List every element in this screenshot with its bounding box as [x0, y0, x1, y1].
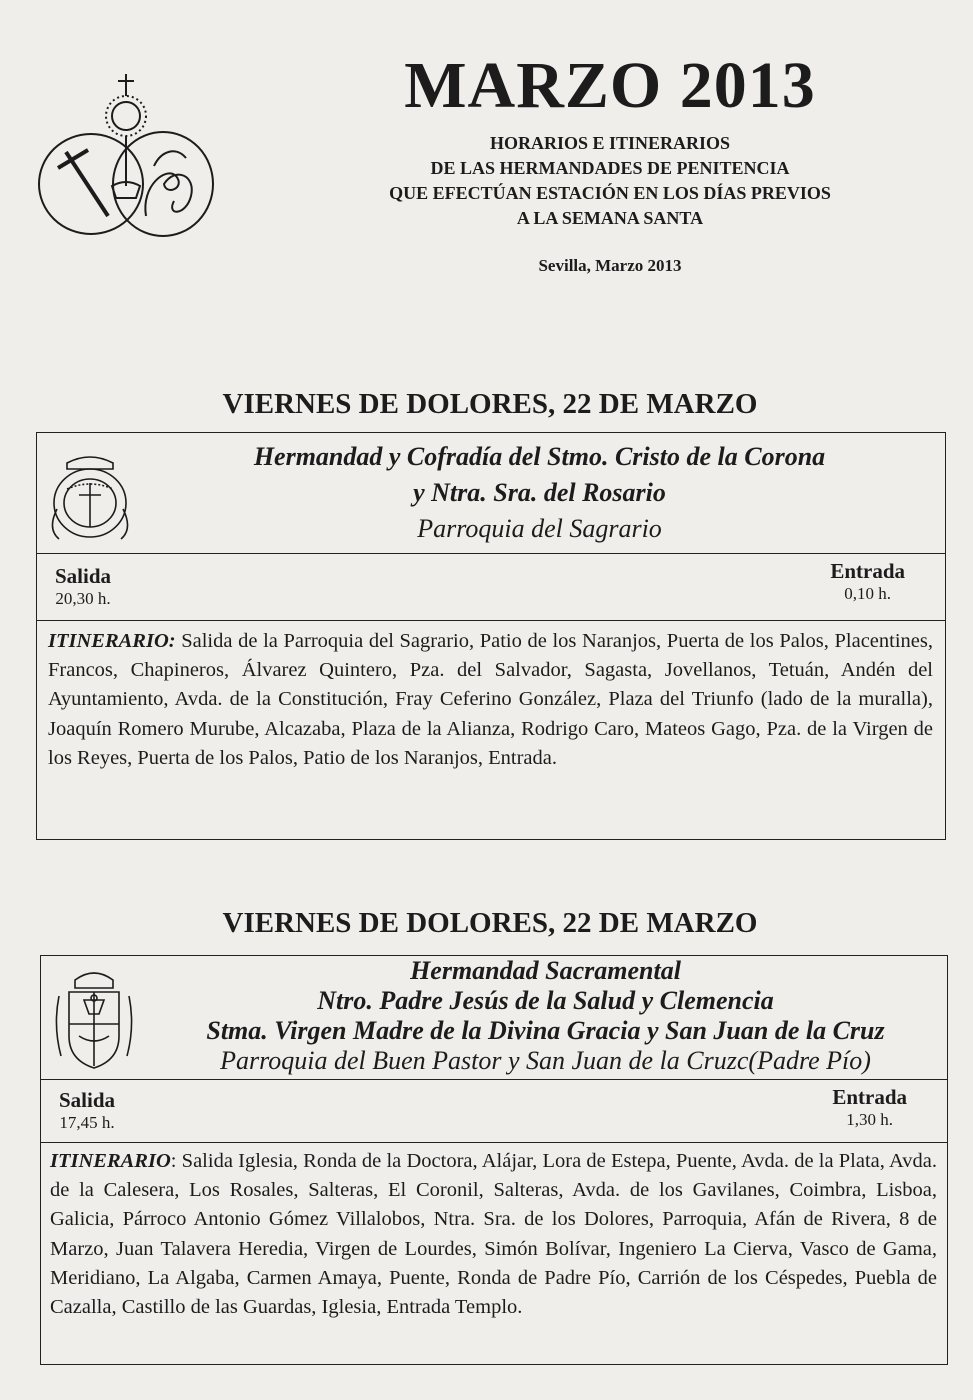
- salida-label: Salida: [59, 1088, 116, 1112]
- brotherhood-name-line: Hermandad y Cofradía del Stmo. Cristo de la Corona: [253, 442, 826, 471]
- entrada-label: Entrada: [832, 1085, 907, 1109]
- entrada-block: [830, 559, 905, 604]
- subtitle-line: DE LAS HERMANDADES DE PENITENCIA: [430, 158, 790, 178]
- day-heading: VIERNES DE DOLORES, 22 DE MARZO: [222, 388, 758, 420]
- brotherhood-name-line: y Ntra. Sra. del Rosario: [413, 478, 666, 507]
- entrada-block: [832, 1085, 907, 1130]
- subtitle-line: A LA SEMANA SANTA: [516, 208, 704, 228]
- itinerary-route: : Salida Iglesia, Ronda de la Doctora, Alájar, Lora de Estepa, Puente, Avda. de la Plata, Avda. de la Calesera, Los Rosales, Salteras, El Coronil, Salteras, Avda. de los Gavilanes, Coimbra, Lisboa, Galicia, Párroco Antonio Gómez Villalobos, Ntra. Sra. de los Dolores, Parroquia, Afán de Rivera, 8 de Marzo, Juan Talavera Heredia, Virgen de Lourdes, Simón Bolívar, Ingeniero La Cierva, Vasco de Gama, Meridiano, La Algaba, Carmen Amaya, Puente, Ronda de Padre Pío, Carrión de los Céspedes, Puebla de Cazalla, Castillo de las Guardas, Iglesia, Entrada Templo.: [50, 1150, 937, 1319]
- brotherhood-church: Parroquia del Buen Pastor y San Juan de la Cruzc(Padre Pío): [220, 1046, 871, 1075]
- itinerary-label: ITINERARIO:: [48, 630, 176, 652]
- salida-block: [59, 1088, 115, 1133]
- page-title: MARZO 2013: [404, 49, 816, 122]
- itinerary-text: [41, 1143, 947, 1322]
- itinerary-route: Salida de la Parroquia del Sagrario, Patio de los Naranjos, Puerta de los Palos, Placentines, Francos, Chapineros, Álvarez Quintero, Pza. del Salvador, Sagasta, Jovellanos, Tetuán, Andén del Ayuntamiento, Avda. de la Constitución, Fray Ceferino González, Plaza del Triunfo (lado de la muralla), Joaquín Romero Murube, Alcazaba, Plaza de la Alianza, Rodrigo Caro, Mateos Gago, Pza. de la Virgen de los Reyes, Puerta de los Palos, Patio de los Naranjos, Entrada.: [48, 630, 934, 769]
- brotherhood-name-line: Hermandad Sacramental: [410, 956, 681, 985]
- entrada-label: Entrada: [830, 559, 905, 583]
- salida-block: [55, 564, 111, 609]
- brotherhood-header: [37, 433, 945, 554]
- brotherhood-crest-icon: [47, 449, 133, 545]
- brotherhood-header: [41, 956, 947, 1080]
- place-date: Sevilla, Marzo 2013: [538, 256, 682, 275]
- brotherhood-crest-icon: [53, 966, 135, 1072]
- schedule-row: [41, 1080, 947, 1143]
- brotherhood-card: [36, 432, 946, 840]
- council-emblem-icon: [36, 66, 216, 246]
- entrada-time: 0,10 h.: [844, 584, 892, 603]
- itinerary-label: ITINERARIO: [50, 1150, 171, 1172]
- salida-time: 20,30 h.: [55, 589, 111, 608]
- entrada-time: 1,30 h.: [846, 1110, 894, 1129]
- schedule-row: [37, 554, 945, 621]
- brotherhood-church: Parroquia del Sagrario: [417, 514, 662, 543]
- salida-time: 17,45 h.: [59, 1113, 115, 1132]
- subtitle-line: QUE EFECTÚAN ESTACIÓN EN LOS DÍAS PREVIOS: [389, 183, 831, 203]
- salida-label: Salida: [55, 564, 112, 588]
- brotherhood-card: [40, 955, 948, 1365]
- brotherhood-name-line: Stma. Virgen Madre de la Divina Gracia y San Juan de la Cruz: [206, 1016, 885, 1045]
- subtitle: [300, 131, 920, 231]
- itinerary-text: [37, 621, 945, 773]
- day-heading: VIERNES DE DOLORES, 22 DE MARZO: [222, 907, 758, 939]
- subtitle-line: HORARIOS E ITINERARIOS: [489, 133, 731, 153]
- brotherhood-name-line: Ntro. Padre Jesús de la Salud y Clemencia: [317, 986, 774, 1015]
